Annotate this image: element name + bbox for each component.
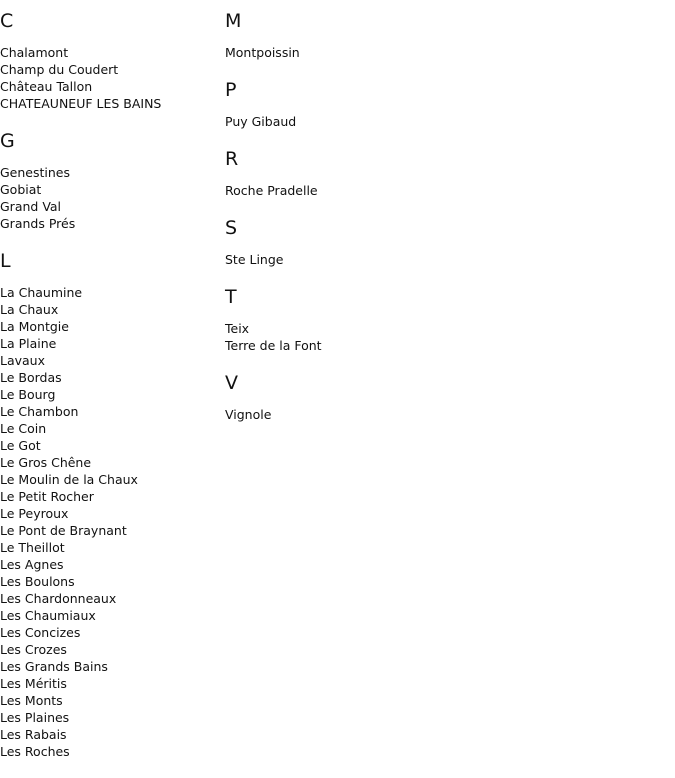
place-list-item xyxy=(0,335,220,352)
index-right-column xyxy=(225,10,445,441)
place-list-item xyxy=(0,556,220,573)
place-link-les-agnes[interactable]: Les Agnes xyxy=(0,557,64,572)
place-list-item xyxy=(0,573,220,590)
place-link-les-boulons[interactable]: Les Boulons xyxy=(0,574,75,589)
place-link-les-roches[interactable]: Les Roches xyxy=(0,744,70,759)
place-list-item xyxy=(0,301,220,318)
place-list-item xyxy=(0,164,220,181)
index-left-column xyxy=(0,10,220,778)
letter-heading: G xyxy=(0,130,15,152)
place-list-item xyxy=(225,337,445,354)
place-link-chateauneuf-les-bains[interactable]: CHATEAUNEUF LES BAINS xyxy=(0,96,162,111)
place-link-montpoissin[interactable]: Montpoissin xyxy=(225,45,300,60)
letter-heading: C xyxy=(0,10,14,32)
place-list-item xyxy=(0,181,220,198)
place-link-les-crozes[interactable]: Les Crozes xyxy=(0,642,67,657)
place-list-item xyxy=(0,505,220,522)
place-list-item xyxy=(0,692,220,709)
place-list xyxy=(0,284,220,760)
place-link-le-gros-chene[interactable]: Le Gros Chêne xyxy=(0,455,92,470)
place-link-les-chardonneaux[interactable]: Les Chardonneaux xyxy=(0,591,117,606)
place-link-le-petit-rocher[interactable]: Le Petit Rocher xyxy=(0,489,94,504)
place-link-les-monts[interactable]: Les Monts xyxy=(0,693,63,708)
letter-heading: S xyxy=(225,217,238,239)
place-list-item xyxy=(0,318,220,335)
place-link-chalamont[interactable]: Chalamont xyxy=(0,45,69,60)
letter-heading: R xyxy=(225,148,239,170)
place-link-le-got[interactable]: Le Got xyxy=(0,438,41,453)
place-link-grands-pres[interactable]: Grands Prés xyxy=(0,216,76,231)
place-link-les-rabais[interactable]: Les Rabais xyxy=(0,727,67,742)
place-link-les-grands-bains[interactable]: Les Grands Bains xyxy=(0,659,108,674)
letter-heading: M xyxy=(225,10,242,32)
place-list-item xyxy=(0,539,220,556)
place-link-terre-de-la-font[interactable]: Terre de la Font xyxy=(225,338,322,353)
letter-heading: T xyxy=(225,286,237,308)
letter-heading: P xyxy=(225,79,237,101)
letter-group-p xyxy=(225,79,445,130)
place-link-les-chaumiaux[interactable]: Les Chaumiaux xyxy=(0,608,96,623)
place-link-grand-val[interactable]: Grand Val xyxy=(0,199,62,214)
place-list-item xyxy=(0,437,220,454)
place-list-item xyxy=(0,284,220,301)
place-list xyxy=(225,251,445,268)
place-list-item xyxy=(225,320,445,337)
place-list xyxy=(225,44,445,61)
place-link-le-chambon[interactable]: Le Chambon xyxy=(0,404,79,419)
place-link-puy-gibaud[interactable]: Puy Gibaud xyxy=(225,114,297,129)
letter-group-t xyxy=(225,286,445,354)
place-list-item xyxy=(0,215,220,232)
place-list-item xyxy=(0,590,220,607)
place-link-la-montgie[interactable]: La Montgie xyxy=(0,319,69,334)
letter-group-s xyxy=(225,217,445,268)
place-list-item xyxy=(0,78,220,95)
place-list-item xyxy=(0,743,220,760)
place-link-lavaux[interactable]: Lavaux xyxy=(0,353,46,368)
place-link-les-concizes[interactable]: Les Concizes xyxy=(0,625,81,640)
place-list xyxy=(0,164,220,232)
place-link-vignole[interactable]: Vignole xyxy=(225,407,272,422)
place-link-champ-du-coudert[interactable]: Champ du Coudert xyxy=(0,62,119,77)
place-list-item xyxy=(0,369,220,386)
place-list-item xyxy=(0,420,220,437)
place-list-item xyxy=(0,658,220,675)
place-link-genestines[interactable]: Genestines xyxy=(0,165,71,180)
place-list xyxy=(225,406,445,423)
letter-heading: V xyxy=(225,372,238,394)
place-list xyxy=(225,320,445,354)
place-link-la-chaux[interactable]: La Chaux xyxy=(0,302,59,317)
place-list-item xyxy=(225,113,445,130)
letter-group-r xyxy=(225,148,445,199)
letter-group-m xyxy=(225,10,445,61)
place-list-item xyxy=(0,386,220,403)
place-list-item xyxy=(0,454,220,471)
letter-group-l xyxy=(0,250,220,760)
place-list-item xyxy=(0,488,220,505)
place-link-le-peyroux[interactable]: Le Peyroux xyxy=(0,506,69,521)
letter-group-v xyxy=(225,372,445,423)
place-link-roche-pradelle[interactable]: Roche Pradelle xyxy=(225,183,318,198)
place-link-le-pont-de-braynant[interactable]: Le Pont de Braynant xyxy=(0,523,127,538)
letter-group-g xyxy=(0,130,220,232)
place-list-item xyxy=(0,709,220,726)
place-list-item xyxy=(225,251,445,268)
place-link-le-moulin-de-la-chaux[interactable]: Le Moulin de la Chaux xyxy=(0,472,138,487)
letter-group-c xyxy=(0,10,220,112)
place-link-ste-linge[interactable]: Ste Linge xyxy=(225,252,284,267)
place-list-item xyxy=(0,61,220,78)
place-list-item xyxy=(0,726,220,743)
place-list-item xyxy=(0,607,220,624)
place-link-teix[interactable]: Teix xyxy=(225,321,250,336)
place-list-item xyxy=(0,624,220,641)
letter-heading: L xyxy=(0,250,11,272)
place-list xyxy=(225,182,445,199)
place-link-le-coin[interactable]: Le Coin xyxy=(0,421,47,436)
place-list-item xyxy=(0,95,220,112)
place-list-item xyxy=(0,471,220,488)
place-list xyxy=(0,44,220,112)
place-link-chateau-tallon[interactable]: Château Tallon xyxy=(0,79,93,94)
place-list xyxy=(225,113,445,130)
place-list-item xyxy=(0,641,220,658)
place-list-item xyxy=(225,182,445,199)
place-link-les-meritis[interactable]: Les Méritis xyxy=(0,676,67,691)
place-list-item xyxy=(0,522,220,539)
place-link-gobiat[interactable]: Gobiat xyxy=(0,182,42,197)
place-list-item xyxy=(0,403,220,420)
place-link-les-plaines[interactable]: Les Plaines xyxy=(0,710,70,725)
place-list-item xyxy=(225,44,445,61)
place-list-item xyxy=(0,198,220,215)
place-list-item xyxy=(0,675,220,692)
place-link-la-plaine[interactable]: La Plaine xyxy=(0,336,57,351)
place-link-le-bourg[interactable]: Le Bourg xyxy=(0,387,56,402)
place-list-item xyxy=(0,44,220,61)
place-list-item xyxy=(225,406,445,423)
place-link-le-bordas[interactable]: Le Bordas xyxy=(0,370,62,385)
place-list-item xyxy=(0,352,220,369)
place-link-la-chaumine[interactable]: La Chaumine xyxy=(0,285,83,300)
place-link-le-theillot[interactable]: Le Theillot xyxy=(0,540,65,555)
